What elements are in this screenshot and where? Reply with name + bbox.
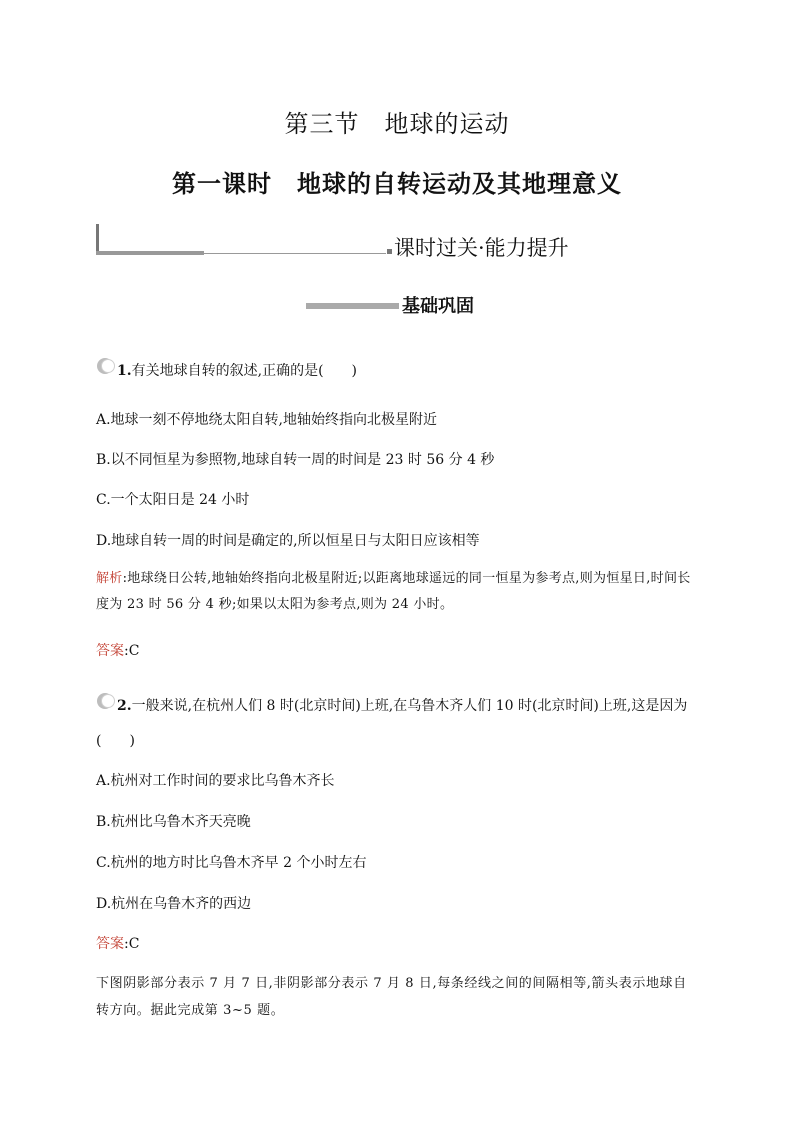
question-1-number: 1. bbox=[117, 363, 132, 379]
question-2-text: 一般来说,在杭州人们 8 时(北京时间)上班,在乌鲁木齐人们 10 时(北京时间)上班,这是因为 bbox=[131, 698, 688, 714]
section-title: 第三节 地球的运动 bbox=[284, 110, 510, 138]
subsection-bar bbox=[306, 303, 399, 309]
answer-value: :C bbox=[124, 936, 140, 952]
answer-label: 答案 bbox=[96, 936, 124, 952]
question-2-answer bbox=[96, 933, 139, 953]
answer-value: :C bbox=[124, 643, 140, 659]
question-1-answer bbox=[96, 640, 139, 660]
question-2-stem-cont: ( ) bbox=[96, 733, 135, 749]
explanation-text: :地球绕日公转,地轴始终指向北极星附近;以距离地球遥远的同一恒星为参考点,则为恒星日,时间长度为 23 时 56 分 4 秒;如果以太阳为参考点,则为 24 小时。 bbox=[96, 571, 691, 612]
question-1-option-b: B.以不同恒星为参照物,地球自转一周的时间是 23 时 56 分 4 秒 bbox=[96, 452, 495, 468]
lesson-title: 第一课时 地球的自转运动及其地理意义 bbox=[172, 169, 622, 198]
question-2-option-a: A.杭州对工作时间的要求比乌鲁木齐长 bbox=[96, 773, 335, 789]
question-2-number: 2. bbox=[117, 698, 132, 714]
banner-base-bar bbox=[96, 251, 204, 255]
question-2-option-c: C.杭州的地方时比乌鲁木齐早 2 个小时左右 bbox=[96, 855, 367, 871]
question-group-intro: 下图阴影部分表示 7 月 7 日,非阴影部分表示 7 月 8 日,每条经线之间的间隔相等,箭头表示地球自转方向。据此完成第 3~5 题。 bbox=[96, 976, 687, 1018]
question-2-option-b: B.杭州比乌鲁木齐天亮晚 bbox=[96, 814, 251, 830]
question-1-explanation bbox=[96, 566, 696, 618]
question-1-text: 有关地球自转的叙述,正确的是( ) bbox=[131, 363, 357, 379]
question-1-option-c: C.一个太阳日是 24 小时 bbox=[96, 492, 250, 508]
banner-dot-icon bbox=[387, 249, 392, 254]
question-1-option-a: A.地球一刻不停地绕太阳自转,地轴始终指向北极星附近 bbox=[96, 412, 438, 428]
answer-label: 答案 bbox=[96, 643, 124, 659]
question-1-option-d: D.地球自转一周的时间是确定的,所以恒星日与太阳日应该相等 bbox=[96, 533, 480, 549]
question-circle-icon bbox=[97, 693, 117, 709]
banner-corner-decoration bbox=[96, 224, 99, 254]
question-1-stem bbox=[117, 360, 357, 380]
question-circle-icon bbox=[97, 358, 117, 374]
explanation-label: 解析 bbox=[96, 571, 123, 586]
banner-label: 课时过关·能力提升 bbox=[394, 236, 569, 260]
practice-banner bbox=[96, 224, 656, 264]
subsection-label: 基础巩固 bbox=[402, 296, 474, 317]
question-2-stem bbox=[117, 695, 687, 715]
banner-rule-line bbox=[204, 253, 386, 254]
question-2-option-d: D.杭州在乌鲁木齐的西边 bbox=[96, 896, 252, 912]
